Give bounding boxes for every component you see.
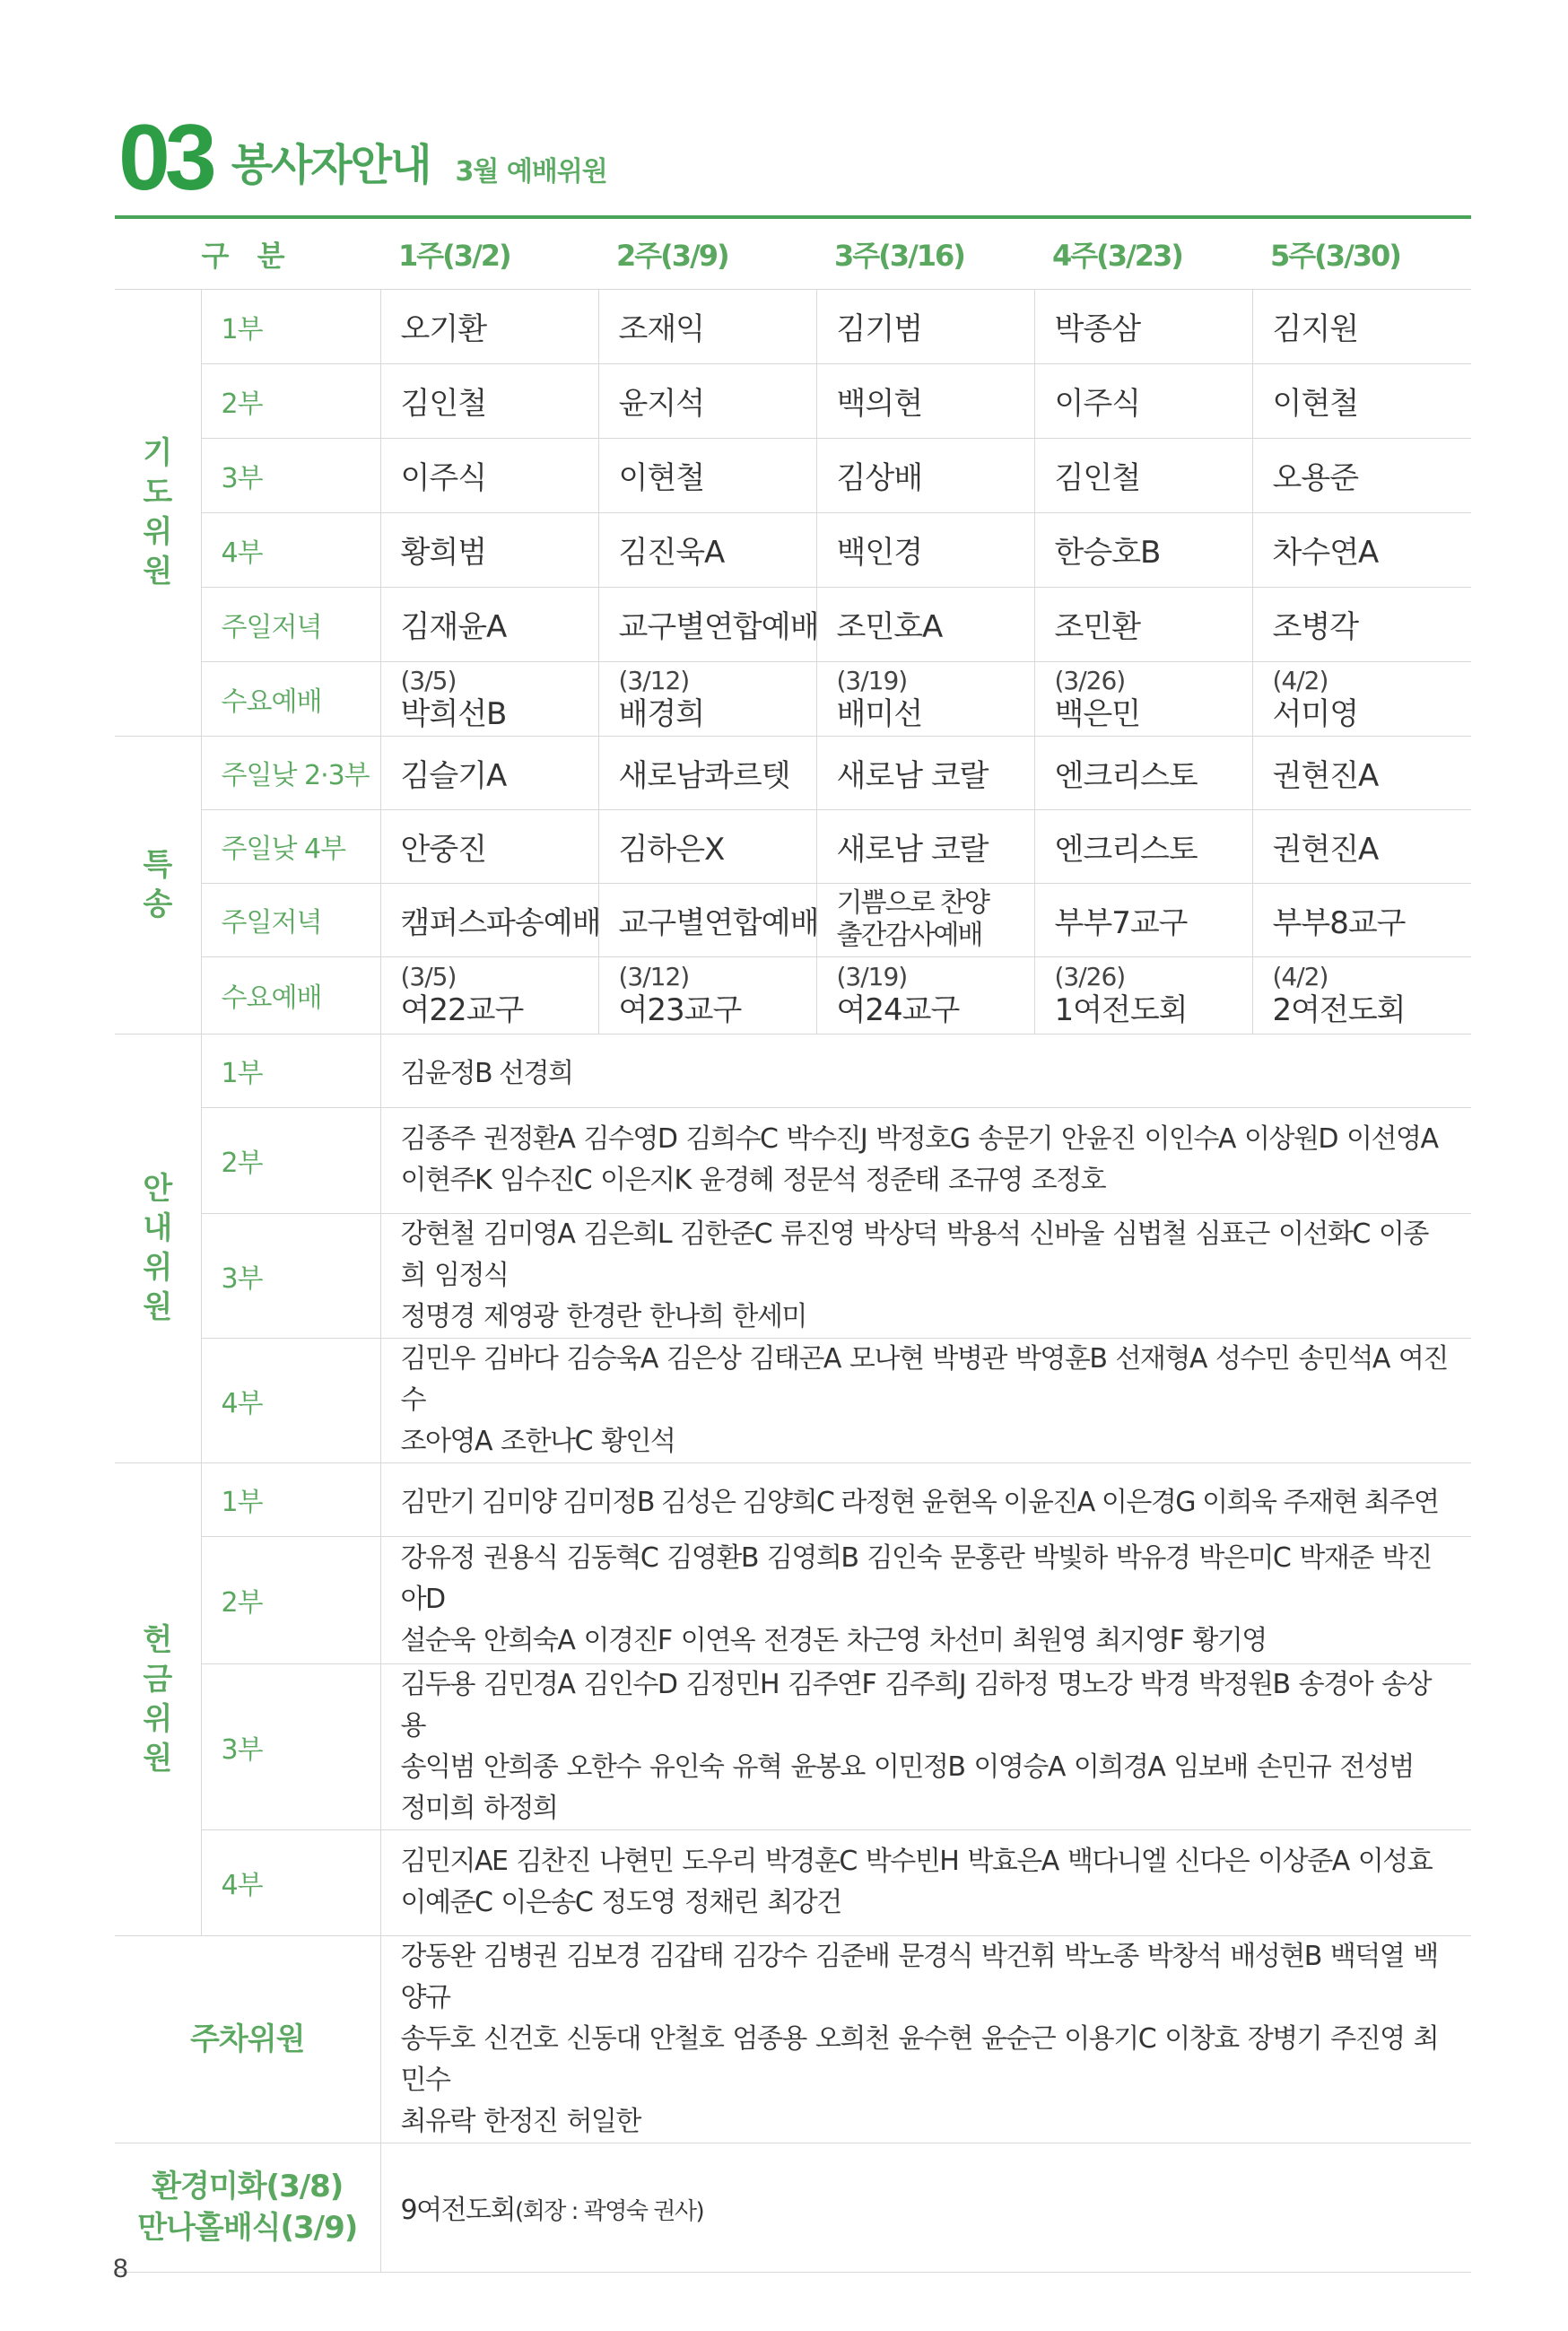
cell: (3/26) 백은민 <box>1034 661 1252 736</box>
parking-category-label: 주차위원 <box>115 1935 380 2143</box>
row-label: 1부 <box>201 289 380 363</box>
environment-assignment: 9여전도회(회장 : 곽영숙 권사) <box>380 2143 1471 2272</box>
table-row <box>115 883 1471 956</box>
name-list: 김윤정B 선경희 <box>380 1034 1471 1107</box>
row-label: 2부 <box>201 363 380 438</box>
cell: 권현진A <box>1252 736 1471 809</box>
week-header-1: 1주(3/2) <box>380 217 598 289</box>
row-label: 주일낮 2·3부 <box>201 736 380 809</box>
name-list: 김민지AE 김찬진 나현민 도우리 박경훈C 박수빈H 박효은A 백다니엘 신다은 이상준A 이성효 이예준C 이은송C 정도영 정채린 최강건 <box>380 1829 1471 1935</box>
cell: (3/5) 여22교구 <box>380 956 598 1034</box>
cell: 조병각 <box>1252 587 1471 661</box>
row-label: 3부 <box>201 1213 380 1338</box>
section-header <box>118 106 607 210</box>
cell: 부부8교구 <box>1252 883 1471 956</box>
row-label: 4부 <box>201 512 380 587</box>
cell: 조민호A <box>816 587 1034 661</box>
cell: (3/19) 여24교구 <box>816 956 1034 1034</box>
table-row <box>115 809 1471 883</box>
page-number: 8 <box>113 2254 128 2283</box>
table-row <box>115 1829 1471 1935</box>
cell: 조민환 <box>1034 587 1252 661</box>
table-header-row <box>115 217 1471 289</box>
cell: (4/2) 서미영 <box>1252 661 1471 736</box>
environment-category-label: 환경미화(3/8) 만나홀배식(3/9) <box>115 2143 380 2272</box>
row-label: 3부 <box>201 438 380 512</box>
name-list: 강동완 김병권 김보경 김갑태 김강수 김준배 문경식 박건휘 박노종 박창석 배성현B 백덕열 백양규 송두호 신건호 신동대 안철호 엄종용 오희천 윤수현 윤순근 이용기C 이창효 장병기 주진영 최민수 최유락 한정진 허일한 <box>380 1935 1471 2143</box>
cell: 김슬기A <box>380 736 598 809</box>
table-row <box>115 587 1471 661</box>
table-row <box>115 1034 1471 1107</box>
cell: 김인철 <box>380 363 598 438</box>
cell: 김인철 <box>1034 438 1252 512</box>
cell: (3/19) 배미선 <box>816 661 1034 736</box>
row-label: 1부 <box>201 1034 380 1107</box>
section-title: 봉사자안내 <box>231 140 431 190</box>
name-list: 김만기 김미양 김미정B 김성은 김양희C 라정현 윤현옥 이윤진A 이은경G 이희욱 주재현 최주연 <box>380 1462 1471 1536</box>
cell: 이주식 <box>380 438 598 512</box>
cell: 새로남 코랄 <box>816 736 1034 809</box>
cell: 이주식 <box>1034 363 1252 438</box>
cell: 새로남 코랄 <box>816 809 1034 883</box>
week-header-3: 3주(3/16) <box>816 217 1034 289</box>
cell: 엔크리스토 <box>1034 809 1252 883</box>
cell: 윤지석 <box>598 363 816 438</box>
cell: 박종삼 <box>1034 289 1252 363</box>
cell: 오기환 <box>380 289 598 363</box>
section-subtitle: 3월 예배위원 <box>455 156 607 188</box>
table-row <box>115 1338 1471 1462</box>
cell: (3/26) 1여전도회 <box>1034 956 1252 1034</box>
row-label: 3부 <box>201 1663 380 1829</box>
cell: 부부7교구 <box>1034 883 1252 956</box>
cell: 새로남콰르텟 <box>598 736 816 809</box>
table-row <box>115 661 1471 736</box>
row-label: 수요예배 <box>201 661 380 736</box>
category-header: 구 분 <box>115 217 380 289</box>
cell: 이현철 <box>1252 363 1471 438</box>
usher-category-label: 안 내 위 원 <box>115 1034 201 1462</box>
cell: (4/2) 2여전도회 <box>1252 956 1471 1034</box>
cell: 안중진 <box>380 809 598 883</box>
cell: 기쁨으로 찬양 출간감사예배 <box>816 883 1034 956</box>
cell: 백의현 <box>816 363 1034 438</box>
table-row <box>115 289 1471 363</box>
cell: 교구별연합예배 <box>598 883 816 956</box>
cell: 김상배 <box>816 438 1034 512</box>
name-list: 김종주 권정환A 김수영D 김희수C 박수진J 박정호G 송문기 안윤진 이인수A 이상원D 이선영A 이현주K 임수진C 이은지K 윤경혜 정문석 정준태 조규영 조정호 <box>380 1107 1471 1213</box>
table-row <box>115 512 1471 587</box>
cell: (3/12) 배경희 <box>598 661 816 736</box>
cell: 엔크리스토 <box>1034 736 1252 809</box>
table-row <box>115 1462 1471 1536</box>
row-label: 주일저녁 <box>201 883 380 956</box>
row-label: 2부 <box>201 1536 380 1663</box>
cell: 김기범 <box>816 289 1034 363</box>
row-label: 1부 <box>201 1462 380 1536</box>
name-list: 김두용 김민경A 김인수D 김정민H 김주연F 김주희J 김하정 명노강 박경 박정원B 송경아 송상용 송익범 안희종 오한수 유인숙 유혁 윤봉요 이민정B 이영승A 이희경A 임보배 손민규 전성범 정미희 하정희 <box>380 1663 1471 1829</box>
prayer-category-label: 기 도 위 원 <box>115 289 201 736</box>
offering-category-label: 헌 금 위 원 <box>115 1462 201 1935</box>
table-row <box>115 1536 1471 1663</box>
row-label: 주일낮 4부 <box>201 809 380 883</box>
cell: 이현철 <box>598 438 816 512</box>
cell: 교구별연합예배 <box>598 587 816 661</box>
cell: 권현진A <box>1252 809 1471 883</box>
name-list: 강현철 김미영A 김은희L 김한준C 류진영 박상덕 박용석 신바울 심법철 심표근 이선화C 이종희 임정식 정명경 제영광 한경란 한나희 한세미 <box>380 1213 1471 1338</box>
row-label: 주일저녁 <box>201 587 380 661</box>
cell: 김지원 <box>1252 289 1471 363</box>
section-number: 03 <box>118 106 212 210</box>
row-label: 2부 <box>201 1107 380 1213</box>
cell: 백인경 <box>816 512 1034 587</box>
cell: (3/5) 박희선B <box>380 661 598 736</box>
cell: 조재익 <box>598 289 816 363</box>
volunteer-schedule-table <box>115 215 1471 2273</box>
table-row <box>115 2143 1471 2272</box>
cell: 차수연A <box>1252 512 1471 587</box>
cell: 김진욱A <box>598 512 816 587</box>
cell: 오용준 <box>1252 438 1471 512</box>
cell: 황희범 <box>380 512 598 587</box>
table-row <box>115 1663 1471 1829</box>
row-label: 4부 <box>201 1338 380 1462</box>
cell: 김하은X <box>598 809 816 883</box>
row-label: 수요예배 <box>201 956 380 1034</box>
table-row <box>115 736 1471 809</box>
special-category-label: 특 송 <box>115 736 201 1034</box>
cell: 김재윤A <box>380 587 598 661</box>
name-list: 강유정 권용식 김동혁C 김영환B 김영희B 김인숙 문홍란 박빛하 박유경 박은미C 박재준 박진아D 설순욱 안희숙A 이경진F 이연옥 전경돈 차근영 차선미 최원영 최지영F 황기영 <box>380 1536 1471 1663</box>
row-label: 4부 <box>201 1829 380 1935</box>
table-row <box>115 1213 1471 1338</box>
table-row <box>115 1935 1471 2143</box>
table-row <box>115 1107 1471 1213</box>
cell: 한승호B <box>1034 512 1252 587</box>
week-header-2: 2주(3/9) <box>598 217 816 289</box>
name-list: 김민우 김바다 김승욱A 김은상 김태곤A 모나현 박병관 박영훈B 선재형A 성수민 송민석A 여진수 조아영A 조한나C 황인석 <box>380 1338 1471 1462</box>
week-header-4: 4주(3/23) <box>1034 217 1252 289</box>
table-row <box>115 438 1471 512</box>
table-row <box>115 956 1471 1034</box>
table-row <box>115 363 1471 438</box>
cell: 캠퍼스파송예배 <box>380 883 598 956</box>
cell: (3/12) 여23교구 <box>598 956 816 1034</box>
week-header-5: 5주(3/30) <box>1252 217 1471 289</box>
